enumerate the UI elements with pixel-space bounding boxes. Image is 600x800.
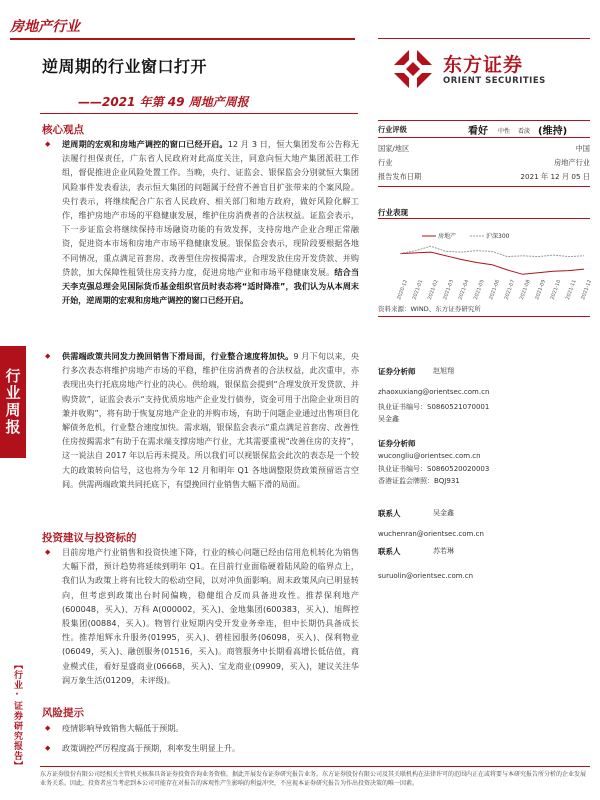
para1-lead: 逆周期的宏观和房地产调控的窗口已经开启。 <box>62 139 228 149</box>
rating-value: 看好 <box>468 126 488 137</box>
rating-hold: (维持) <box>538 126 568 137</box>
bullet-icon: ◆ <box>45 724 51 732</box>
x-tick-label: 2021-06 <box>488 278 502 301</box>
para1-tail: 结合当天李克强总理会见国际货币基金组织官员时表态将“适时降准”，我们认为从本周末开始，逆周期的宏观和房地产调控的窗口已经开启。 <box>62 266 359 306</box>
analyst-cert: 执业证书编号：S0860521070001 <box>378 403 490 411</box>
analyst-license: 香港证监会牌照：BQJ931 <box>378 477 460 485</box>
bullet-icon: ◆ <box>45 744 51 752</box>
core-paragraph-1 <box>62 137 359 307</box>
bullet-icon: ◆ <box>45 140 51 148</box>
x-tick-label: 2021-11 <box>564 278 578 301</box>
analyst-name: 吴金鑫 <box>378 415 399 423</box>
rating-bottom-rule <box>378 186 590 187</box>
contact-email: suruolin@orientsec.com.cn <box>378 572 474 580</box>
para2-lead: 供需端政策共同发力挽回销售下滑局面，行业整合速度将加快。 <box>62 351 294 361</box>
performance-title: 行业表现 <box>378 208 408 217</box>
chart-source: 资料来源：WIND、东方证券研究所 <box>378 305 481 313</box>
legend-label-realestate: 房地产 <box>438 233 457 240</box>
section-advice-heading: 投资建议与投资标的 <box>42 532 137 544</box>
x-tick-label: 2021-08 <box>518 278 532 301</box>
rating-mid: 中性 <box>498 128 511 135</box>
x-tick-label: 2021-02 <box>426 278 440 301</box>
x-tick-label: 2021-12 <box>580 278 594 301</box>
x-tick-label: 2021-04 <box>457 278 471 301</box>
logo-rule <box>378 38 590 39</box>
rating-block <box>378 120 590 138</box>
header-rule <box>10 38 355 40</box>
rating-label: 行业评级 <box>378 125 407 134</box>
rating-info-row: 行业 房地产行业 <box>378 158 590 167</box>
analyst-role: 证券分析师 <box>378 439 416 448</box>
analyst-cert: 执业证书编号：S0860520020003 <box>378 465 490 473</box>
rating-info-row: 报告发布日期 2021 年 12 月 05 日 <box>378 172 590 181</box>
analyst-email: wucongliu@orientsec.com.cn <box>378 452 481 460</box>
analyst-role: 证券分析师 <box>378 367 416 376</box>
section-core-heading: 核心观点 <box>42 124 84 136</box>
contact-name: 吴金鑫 <box>433 509 454 517</box>
x-tick-label: 2021-09 <box>534 278 548 301</box>
rating-info-table <box>378 142 590 184</box>
x-tick-label: 2021-05 <box>472 278 486 301</box>
contact-role: 联系人 <box>378 547 401 556</box>
vertical-bottom-tag: 【行业·证券研究报告】 <box>12 660 22 771</box>
bullet-icon: ◆ <box>45 548 51 556</box>
footer-rule <box>40 766 590 767</box>
para2-body: 9 月下旬以来，央行多次表态将维护房地产市场的平稳，维护住房消费者的合法权益，此次重申，亦表现出央行托底房地产行业的决心。供给端，银保监会提到“合理发放开发贷款、并购贷款”，证监会表示“支持优质房地产企业发行债券，资金可用于出险企业项目的兼并收购”，将有助于恢复房地产企业的并购市场，有助于问题企业通过出售项目化解债务危机，行业整合速度加快。需求端，银保监会表示“重点满足首套房、改善性住房按揭需求”有助于在需求端支撑房地产行业，尤其需要重视“改善住房的支持”，这一说法自 2017 年以后再未提及。所以我们可以视银保监会此次的表态是一个较大的政策转向信号，这也将为今年 12 月和明年 Q1 各地调整限贷政策预留语言空间。供需两端政策共同托底下，有望挽回行业销售大幅下滑的局面。 <box>62 351 359 489</box>
performance-chart <box>378 222 594 302</box>
risk-item-2: 政策调控严厉程度高于预期，利率发生明显上升。 <box>62 743 241 753</box>
risk-item-1: 疫情影响导致销售大幅低于预期。 <box>62 723 184 733</box>
subtitle-rule <box>40 113 358 114</box>
contact-name: 苏若琳 <box>433 547 454 555</box>
analyst-email: zhaoxuxiang@orientsec.com.cn <box>378 388 490 396</box>
rating-low: 看淡 <box>518 128 531 135</box>
footer-disclaimer: 东方证券股份有限公司经相关主管机关核准具备证券投资咨询业务资格，据此开展发布证券研究报告业务。东方证券股份有限公司及其关联机构在法律许可的范围内正在或将要与本研究报告所分析的企业发展业务关系。因此，投资者应当考虑到本公司可能存在对报告的客观性产生影响的利益冲突，不应视本证券研究报告为作出投资决策的唯一因素。 <box>40 771 587 787</box>
contact-email: wuchenran@orientsec.com.cn <box>378 530 484 538</box>
x-tick-label: 2021-03 <box>442 278 456 301</box>
legend-label-hs300: 沪深300 <box>486 233 510 240</box>
x-tick-label: 2020-12 <box>396 278 410 301</box>
industry-tag: 房地产行业 <box>10 19 80 35</box>
contact-role: 联系人 <box>378 509 401 518</box>
x-tick-label: 2021-07 <box>503 278 517 301</box>
rating-info-row: 国家/地区 中国 <box>378 144 590 153</box>
series-line-1 <box>400 246 584 256</box>
orient-logo-icon <box>388 44 438 94</box>
section-risk-heading: 风险提示 <box>42 707 84 719</box>
report-subtitle: ——2021 年第 49 周地产周报 <box>78 95 249 109</box>
analyst-name: 赵旭翔 <box>433 367 454 375</box>
core-paragraph-2 <box>62 349 359 491</box>
performance-rule <box>378 218 590 219</box>
para1-body: 12 月 3 日，恒大集团发布公告称无法履行担保责任，广东省人民政府对此高度关注，同意向恒大地产集团派驻工作组，督促推进企业风险处置工作。当晚，央行、证监会、银保监会分别就恒大集团风险事件发表看法，表示恒大集团的问题属于经营不善盲目扩张带来的个案风险。央行表示，将继续配合广东省人民政府、相关部门和地方政府，做好风险化解工作，维护房地产市场的平稳健康发展，维护住房消费者的合法权益。证监会表示，下一步证监会将继续保持市场融资功能的有效发挥，支持房地产企业合理正常融资，促进资本市场和房地产市场平稳健康发展。银保监会表示，现阶段要根据各地不同情况，重点满足首套房、改善型住房按揭需求，合理发放住房开发贷款、并购贷款，加大保障性租赁住房支持力度，促进房地产业和市场平稳健康发展。 <box>62 139 359 277</box>
vertical-report-tag: 行业周报 <box>0 346 26 458</box>
advice-paragraph: 目前房地产行业销售和投资快速下降，行业的核心问题已经由信用危机转化为销售大幅下滑，预计趋势将延续到明年 Q1。在目前行业面临硬着陆风险的临界点上，我们认为政策上将有比较大的松动空间，以对冲负面影响。周末政策风向已明显转向，但考虑到政策出台时间偏晚，稳健组合反而具备进攻性。推荐保利地产(600048，买入)、万科 A(000002，买入)、金地集团(600383，买入)、旭辉控股集团(00884，买入)。物管行业短期内受开发业务牵连，但中长期仍具备成长性。推荐旭辉永升服务(01995，买入)、碧桂园服务(06098，买入)、保利物业(06049，买入)、融创服务(01516，买入)。商管服务中长期看高增长低估值，商业模式佳，看好星盛商业(06668，买入)、宝龙商业(09909，买入)，建议关注华润万象生活(01209，未评级)。 <box>62 547 359 685</box>
chart-bottom-rule <box>378 316 590 317</box>
report-title: 逆周期的行业窗口打开 <box>42 57 208 76</box>
bullet-icon: ◆ <box>45 352 51 360</box>
x-tick-label: 2021-10 <box>549 278 563 301</box>
x-tick-label: 2021-01 <box>411 278 425 301</box>
logo-text-zh: 东方证券 <box>443 54 524 76</box>
logo-text-en: ORIENT SECURITIES <box>443 76 546 86</box>
